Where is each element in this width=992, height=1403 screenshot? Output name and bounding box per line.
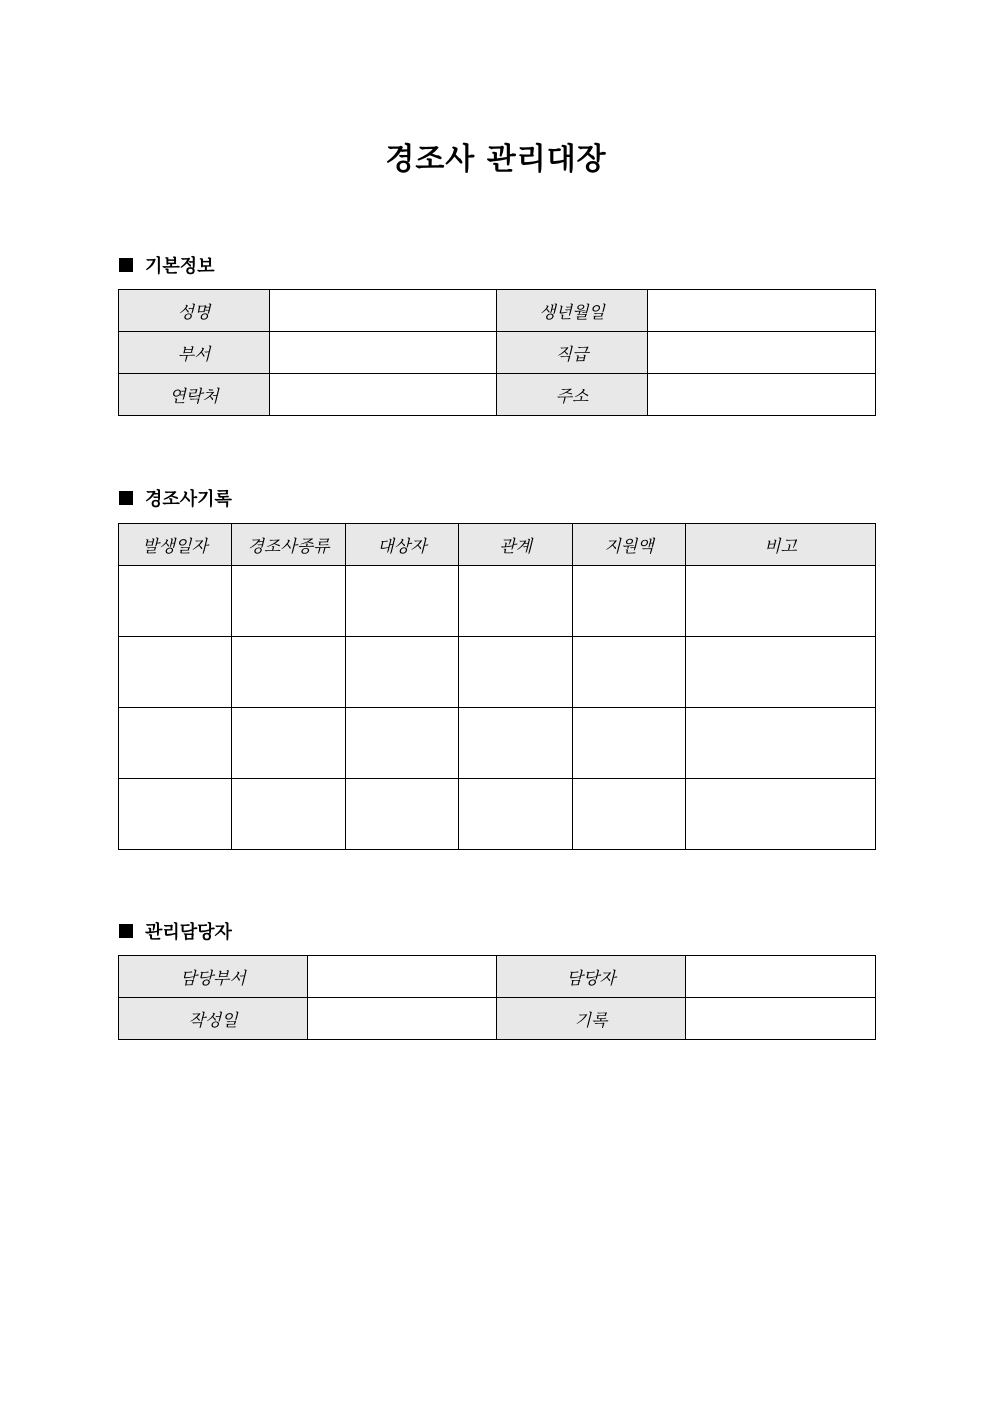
table-cell[interactable] bbox=[686, 637, 876, 708]
section-title: 기본정보 bbox=[145, 256, 215, 277]
manager-table bbox=[118, 955, 876, 1040]
page-title: 경조사 관리대장 bbox=[385, 142, 607, 177]
table-row bbox=[119, 956, 876, 998]
table-cell[interactable] bbox=[459, 637, 573, 708]
field-label: 담당자 bbox=[497, 956, 686, 998]
table-row bbox=[119, 566, 876, 637]
table-cell[interactable] bbox=[346, 637, 459, 708]
table-cell[interactable] bbox=[119, 637, 232, 708]
field-label: 생년월일 bbox=[497, 290, 648, 332]
table-header-row bbox=[119, 524, 876, 566]
table-cell[interactable] bbox=[119, 708, 232, 779]
table-cell[interactable] bbox=[573, 637, 686, 708]
square-bullet-icon bbox=[119, 491, 133, 505]
table-row bbox=[119, 708, 876, 779]
table-row bbox=[119, 374, 876, 416]
field-label: 기록 bbox=[497, 998, 686, 1040]
column-header: 지원액 bbox=[573, 524, 686, 566]
field-label: 성명 bbox=[119, 290, 270, 332]
field-label: 담당부서 bbox=[119, 956, 308, 998]
table-row bbox=[119, 637, 876, 708]
column-header: 관계 bbox=[459, 524, 573, 566]
contact-field[interactable] bbox=[270, 374, 497, 416]
records-table bbox=[118, 523, 876, 850]
section-title: 관리담당자 bbox=[145, 922, 232, 943]
table-row bbox=[119, 998, 876, 1040]
column-header: 비고 bbox=[686, 524, 876, 566]
section-heading-records bbox=[119, 486, 232, 510]
table-cell[interactable] bbox=[346, 779, 459, 850]
table-cell[interactable] bbox=[573, 566, 686, 637]
field-label: 부서 bbox=[119, 332, 270, 374]
address-field[interactable] bbox=[648, 374, 876, 416]
position-field[interactable] bbox=[648, 332, 876, 374]
section-heading-manager bbox=[119, 919, 232, 943]
birthdate-field[interactable] bbox=[648, 290, 876, 332]
column-header: 발생일자 bbox=[119, 524, 232, 566]
manager-name-field[interactable] bbox=[686, 956, 876, 998]
table-cell[interactable] bbox=[573, 779, 686, 850]
field-label: 직급 bbox=[497, 332, 648, 374]
square-bullet-icon bbox=[119, 924, 133, 938]
table-row bbox=[119, 779, 876, 850]
record-field[interactable] bbox=[686, 998, 876, 1040]
column-header: 대상자 bbox=[346, 524, 459, 566]
table-cell[interactable] bbox=[232, 566, 346, 637]
table-cell[interactable] bbox=[686, 708, 876, 779]
department-field[interactable] bbox=[270, 332, 497, 374]
table-cell[interactable] bbox=[232, 779, 346, 850]
table-cell[interactable] bbox=[346, 708, 459, 779]
field-label: 주소 bbox=[497, 374, 648, 416]
table-cell[interactable] bbox=[686, 779, 876, 850]
name-field[interactable] bbox=[270, 290, 497, 332]
table-cell[interactable] bbox=[459, 779, 573, 850]
basic-info-table bbox=[118, 289, 876, 416]
table-cell[interactable] bbox=[686, 566, 876, 637]
table-cell[interactable] bbox=[232, 708, 346, 779]
table-cell[interactable] bbox=[459, 708, 573, 779]
table-row bbox=[119, 332, 876, 374]
table-row bbox=[119, 290, 876, 332]
created-date-field[interactable] bbox=[308, 998, 497, 1040]
manager-department-field[interactable] bbox=[308, 956, 497, 998]
square-bullet-icon bbox=[119, 258, 133, 272]
column-header: 경조사종류 bbox=[232, 524, 346, 566]
section-heading-basic-info bbox=[119, 253, 215, 277]
table-cell[interactable] bbox=[459, 566, 573, 637]
table-cell[interactable] bbox=[119, 779, 232, 850]
table-cell[interactable] bbox=[573, 708, 686, 779]
table-cell[interactable] bbox=[119, 566, 232, 637]
field-label: 연락처 bbox=[119, 374, 270, 416]
table-cell[interactable] bbox=[232, 637, 346, 708]
section-title: 경조사기록 bbox=[145, 489, 232, 510]
table-cell[interactable] bbox=[346, 566, 459, 637]
field-label: 작성일 bbox=[119, 998, 308, 1040]
